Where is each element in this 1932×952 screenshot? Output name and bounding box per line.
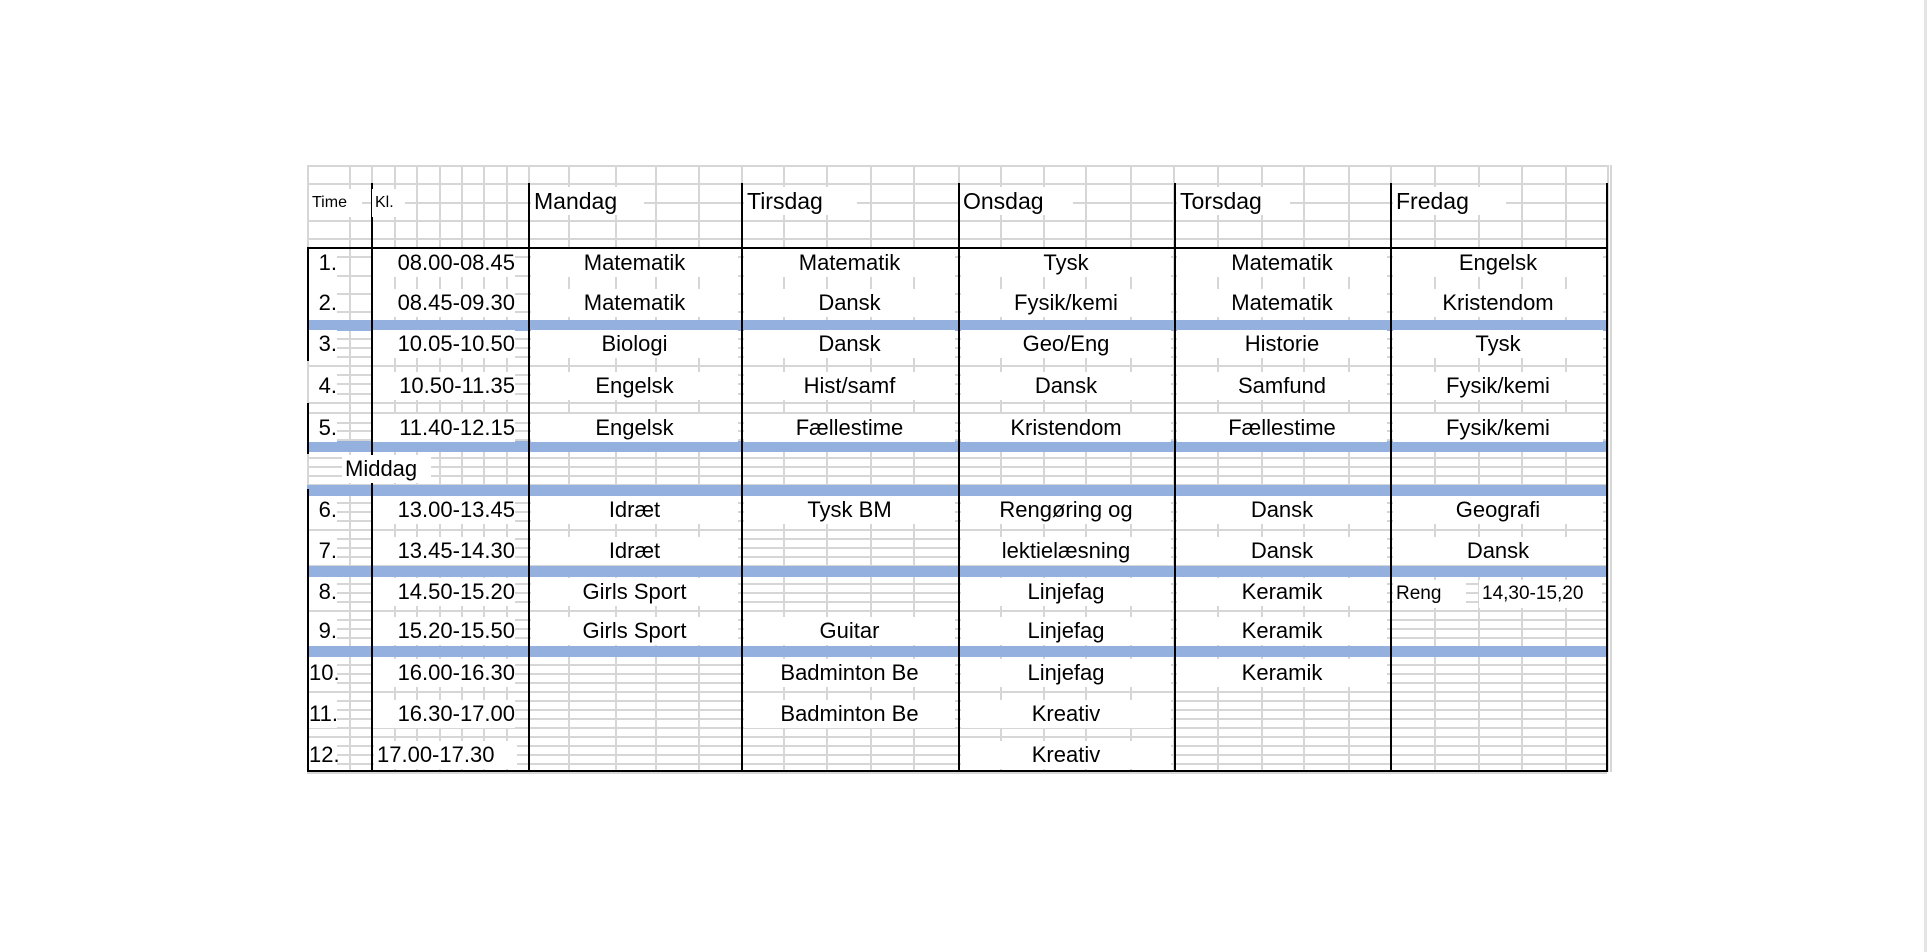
- schedule-cell: Samfund: [1177, 372, 1387, 400]
- schedule-cell: Guitar: [744, 617, 955, 645]
- schedule-cell: Dansk: [1177, 537, 1387, 565]
- header-torsdag: Torsdag: [1177, 187, 1290, 215]
- schedule-cell: Hist/samf: [744, 372, 955, 400]
- gridline-h: [307, 365, 1607, 367]
- gridline-h: [307, 772, 1607, 774]
- fredag-reng-time: 14,30-15,20: [1479, 580, 1602, 608]
- row-number: 12.: [309, 742, 340, 767]
- schedule-cell: Linjefag: [961, 659, 1171, 687]
- gridline-h: [307, 220, 1607, 222]
- row-time: 16.30-17.00: [373, 700, 515, 728]
- gridline-h: [307, 238, 1607, 240]
- row-number: 1.: [309, 249, 337, 277]
- schedule-cell: Dansk: [744, 330, 955, 358]
- schedule-cell: Linjefag: [961, 617, 1171, 645]
- header-time: Time: [309, 189, 362, 217]
- schedule-cell: Fysik/kemi: [1393, 414, 1603, 442]
- schedule-cell: Keramik: [1177, 578, 1387, 606]
- schedule-cell: Fysik/kemi: [1393, 372, 1603, 400]
- schedule-cell: Engelsk: [1393, 249, 1603, 277]
- row-number: 5.: [309, 414, 337, 442]
- schedule-cell: Dansk: [1177, 496, 1387, 524]
- schedule-cell: Tysk: [1393, 330, 1603, 358]
- schedule-cell: Engelsk: [531, 414, 738, 442]
- gridline-h: [307, 165, 1607, 167]
- header-kl: Kl.: [372, 189, 405, 217]
- gridline-h: [307, 736, 1607, 738]
- header-onsdag: Onsdag: [960, 187, 1073, 215]
- schedule-cell: Idræt: [531, 496, 738, 524]
- schedule-cell: Tysk BM: [744, 496, 955, 524]
- schedule-cell: Fællestime: [744, 414, 955, 442]
- row-time: 08.00-08.45: [373, 249, 515, 277]
- row-time: 11.40-12.15: [373, 414, 515, 442]
- row-time: 08.45-09.30: [373, 289, 515, 317]
- schedule-cell: lektielæsning: [961, 537, 1171, 565]
- row-number: 11.: [309, 701, 338, 726]
- schedule-cell: Kreativ: [961, 741, 1171, 769]
- row-time: 15.20-15.50: [373, 617, 515, 645]
- schedule-cell: Girls Sport: [531, 578, 738, 606]
- gridline-h: [307, 691, 1607, 693]
- gridline-h: [307, 402, 1607, 404]
- column-border: [958, 183, 960, 772]
- break-band: [307, 441, 1607, 452]
- row-number: 10.: [309, 660, 340, 685]
- gridline-h: [307, 466, 1607, 468]
- schedule-cell: Matematik: [531, 249, 738, 277]
- schedule-cell: Dansk: [744, 289, 955, 317]
- schedule-cell: Fællestime: [1177, 414, 1387, 442]
- row-number: 2.: [309, 289, 337, 317]
- row-number: 7.: [309, 537, 337, 565]
- column-border: [528, 183, 530, 772]
- gridline-h: [307, 457, 1607, 459]
- schedule-cell: Geografi: [1393, 496, 1603, 524]
- column-border: [741, 183, 743, 772]
- break-band: [307, 485, 1607, 496]
- break-band: [307, 566, 1607, 577]
- schedule-cell: Girls Sport: [531, 617, 738, 645]
- gridline-h: [307, 475, 1607, 477]
- schedule-cell: Geo/Eng: [961, 330, 1171, 358]
- row-number: 3.: [309, 330, 337, 358]
- lunch-label: Middag: [342, 455, 431, 483]
- gridline-h: [307, 610, 1607, 612]
- row-time: 17.00-17.30: [374, 741, 517, 769]
- schedule-cell: Kreativ: [961, 700, 1171, 728]
- row-time: 13.45-14.30: [373, 537, 515, 565]
- schedule-cell: Fysik/kemi: [961, 289, 1171, 317]
- column-border: [1390, 183, 1392, 772]
- row-time: 10.05-10.50: [373, 330, 515, 358]
- schedule-cell: Engelsk: [531, 372, 738, 400]
- row-number: 4.: [309, 372, 337, 400]
- header-tirsdag: Tirsdag: [744, 187, 857, 215]
- gridline-h: [307, 183, 1607, 185]
- schedule-cell: Matematik: [531, 289, 738, 317]
- scrollbar[interactable]: [1924, 0, 1927, 952]
- schedule-cell: Badminton Be: [744, 700, 955, 728]
- gridline-h: [307, 529, 1607, 531]
- schedule-cell: Rengøring og: [961, 496, 1171, 524]
- schedule-cell: Kristendom: [1393, 289, 1603, 317]
- schedule-cell: Matematik: [744, 249, 955, 277]
- schedule-cell: Keramik: [1177, 617, 1387, 645]
- schedule-cell: Historie: [1177, 330, 1387, 358]
- column-border: [1174, 183, 1176, 772]
- schedule-cell: Tysk: [961, 249, 1171, 277]
- row-time: 13.00-13.45: [373, 496, 515, 524]
- schedule-cell: Dansk: [961, 372, 1171, 400]
- schedule-cell: Keramik: [1177, 659, 1387, 687]
- row-time: 14.50-15.20: [373, 578, 515, 606]
- row-number: 6.: [309, 496, 337, 524]
- schedule-cell: Badminton Be: [744, 659, 955, 687]
- header-mandag: Mandag: [531, 187, 644, 215]
- header-fredag: Fredag: [1393, 187, 1506, 215]
- row-number: 8.: [309, 578, 337, 606]
- schedule-cell: Matematik: [1177, 249, 1387, 277]
- row-number: 9.: [309, 617, 337, 645]
- schedule-cell: Kristendom: [961, 414, 1171, 442]
- schedule-cell: Biologi: [531, 330, 738, 358]
- column-border: [1606, 183, 1608, 772]
- break-band: [307, 646, 1607, 657]
- row-time: 10.50-11.35: [373, 372, 515, 400]
- schedule-cell: Matematik: [1177, 289, 1387, 317]
- gridline-v: [1610, 165, 1612, 772]
- fredag-reng-label: Reng: [1393, 580, 1466, 608]
- schedule-cell: Dansk: [1393, 537, 1603, 565]
- schedule-cell: Idræt: [531, 537, 738, 565]
- schedule-cell: Linjefag: [961, 578, 1171, 606]
- bottom-border: [307, 770, 1607, 772]
- row-time: 16.00-16.30: [373, 659, 515, 687]
